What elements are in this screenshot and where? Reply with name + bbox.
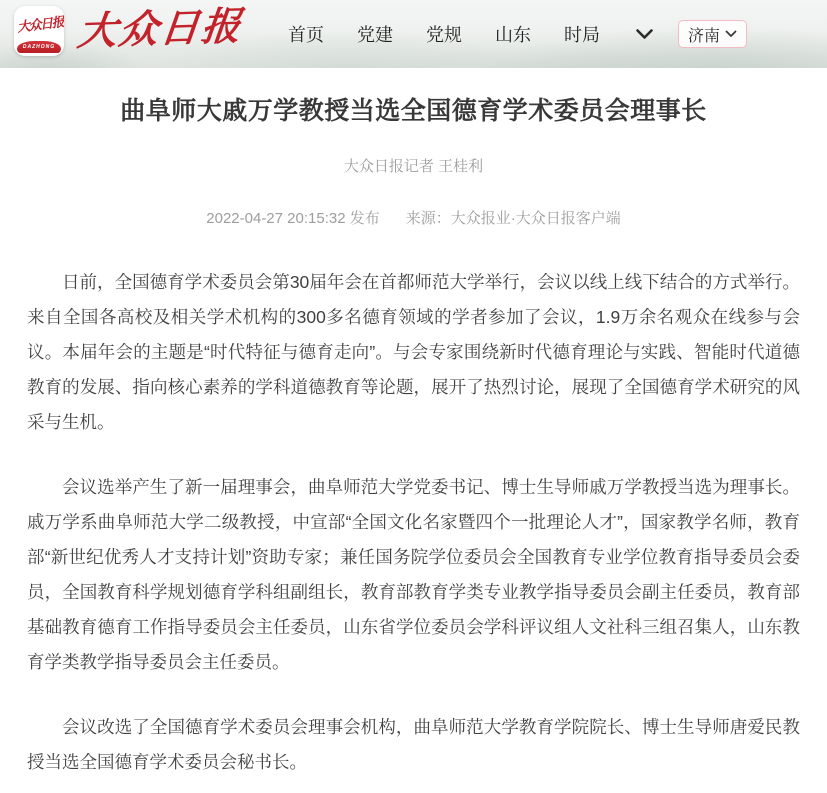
dazhong-logo[interactable]: 大众日报 xyxy=(75,3,245,55)
app-icon-title: 大众日报 xyxy=(16,15,64,36)
dazhong-app-icon[interactable] xyxy=(14,6,64,56)
article-paragraph: 会议选举产生了新一届理事会，曲阜师范大学党委书记、博士生导师戚万学教授当选为理事长。戚万学系曲阜师范大学二级教授，中宣部“全国文化名家暨四个一批理论人才”，国家教学名师，教育部“新世纪优秀人才支持计划”资助专家；兼任国务院学位委员会全国教育专业学位教育指导委员会委员，全国教育科学规划德育学科组副组长，教育部教育学类专业教学指导委员会副主任委员，教育部基础教育德育工作指导委员会主任委员，山东省学位委员会学科评议组人文社科三组召集人，山东教育学类教学指导委员会主任委员。 xyxy=(27,476,800,672)
nav-item-danggui[interactable]: 党规 xyxy=(426,25,462,45)
app-icon-subtitle: DAZHONG xyxy=(17,41,61,53)
article-body xyxy=(27,265,800,780)
site-header xyxy=(0,0,827,68)
nav-more-chevron-icon[interactable] xyxy=(635,28,654,41)
nav-item-shiju[interactable]: 时局 xyxy=(564,25,600,45)
nav-item-dangjian[interactable]: 党建 xyxy=(357,25,393,45)
article-title: 曲阜师大戚万学教授当选全国德育学术委员会理事长 xyxy=(120,97,707,125)
city-selector-button[interactable] xyxy=(678,20,747,48)
article-page xyxy=(0,95,827,780)
main-nav xyxy=(288,0,747,68)
article-source: 来源：大众报业·大众日报客户端 xyxy=(405,209,621,227)
chevron-down-icon xyxy=(725,30,737,38)
article-meta xyxy=(27,207,800,228)
city-selector-label: 济南 xyxy=(688,27,721,45)
article-paragraph: 日前，全国德育学术委员会第30届年会在首都师范大学举行，会议以线上线下结合的方式举行。来自全国各高校及相关学术机构的300多名德育领域的学者参加了会议，1.9万余名观众在线参与会议。本届年会的主题是“时代特征与德育走向”。与会专家围绕新时代德育理论与实践、智能时代道德教育的发展、指向核心素养的学科道德教育等论题，展开了热烈讨论，展现了全国德育学术研究的风采与生机。 xyxy=(27,271,800,432)
publish-time: 2022-04-27 20:15:32 发布 xyxy=(206,209,380,227)
nav-item-home[interactable]: 首页 xyxy=(288,25,324,45)
nav-item-shandong[interactable]: 山东 xyxy=(495,25,531,45)
article-paragraph: 会议改选了全国德育学术委员会理事会机构，曲阜师范大学教育学院院长、博士生导师唐爱民教授当选全国德育学术委员会秘书长。 xyxy=(27,716,800,772)
article-byline: 大众日报记者 王桂利 xyxy=(343,157,484,175)
